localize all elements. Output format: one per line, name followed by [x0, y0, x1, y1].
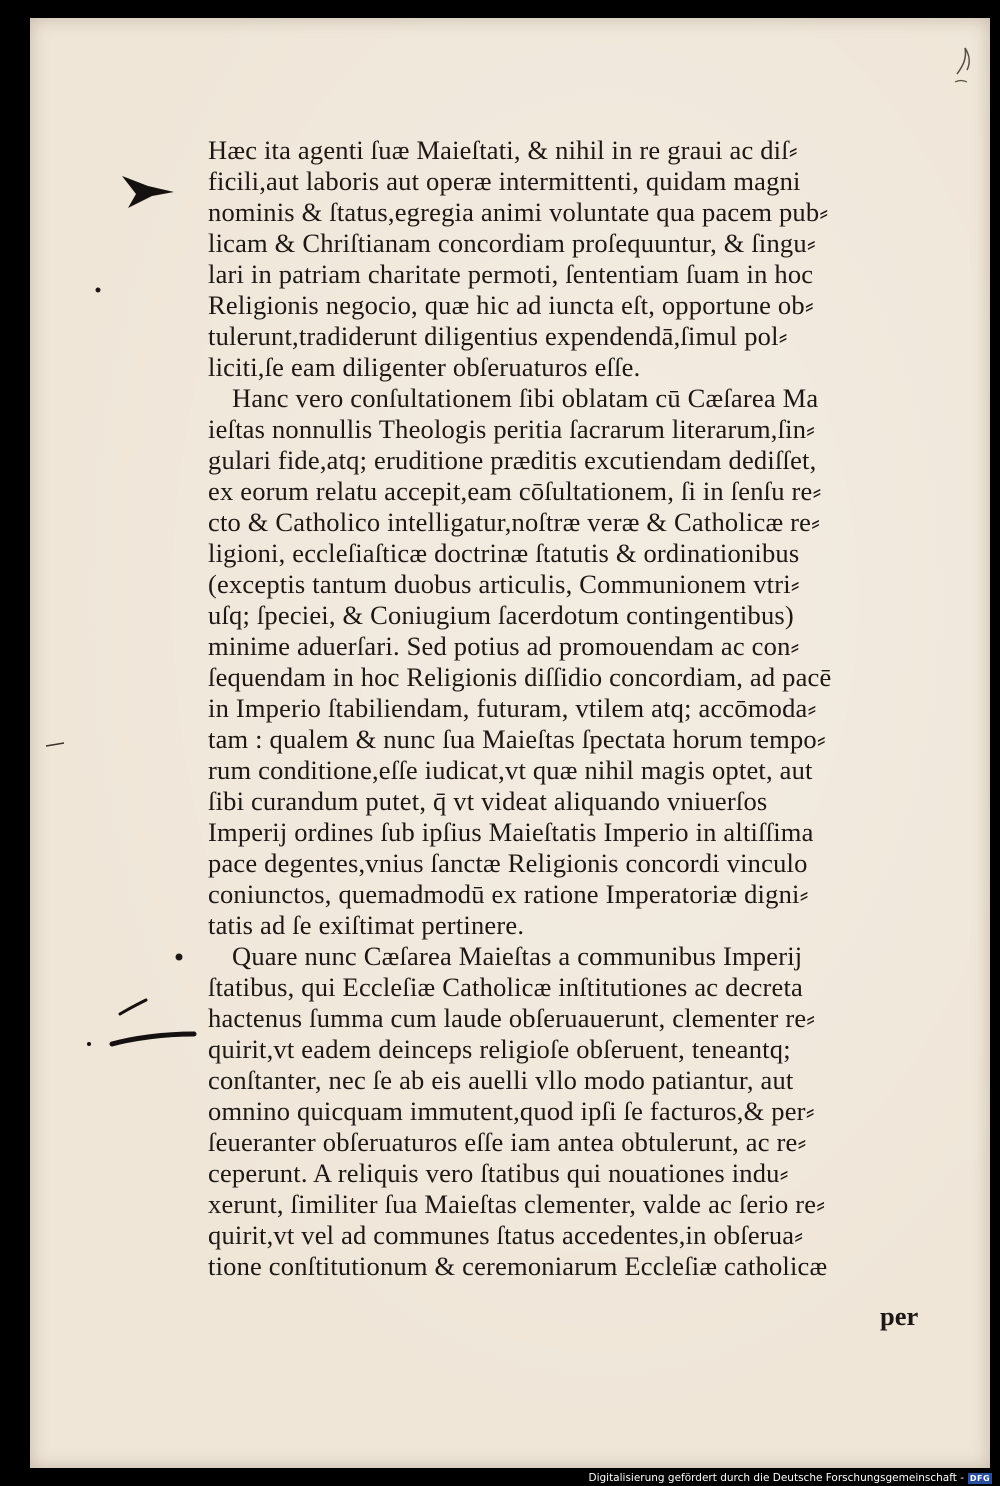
- text-line: uſq; ſpeciei, & Coniugium ſacerdotum contingentibus): [208, 600, 794, 630]
- pencil-corner-mark: [945, 36, 985, 86]
- text-line: (exceptis tantum duobus articulis, Communionem vtri⸗: [208, 569, 800, 599]
- text-line: ſequendam in hoc Religionis diſſidio concordiam, ad pacē: [208, 662, 832, 692]
- text-line: lari in patriam charitate permoti, ſententiam ſuam in hoc: [208, 259, 814, 289]
- text-line: Quare nunc Cæſarea Maieſtas a communibus Imperij: [232, 941, 803, 971]
- text-line: ieſtas nonnullis Theologis peritia ſacrarum literarum,ſin⸗: [208, 414, 816, 444]
- text-line: pace degentes,vnius ſanctæ Religionis concordi vinculo: [208, 848, 808, 878]
- text-line: tatis ad ſe exiſtimat pertinere.: [208, 910, 525, 940]
- text-line: cto & Catholico intelligatur,noſtræ veræ & Catholicæ re⸗: [208, 507, 821, 537]
- margin-underline-mark: [54, 992, 214, 1052]
- book-page: [30, 18, 990, 1468]
- text-line: hactenus ſumma cum laude obſeruauerunt, clementer re⸗: [208, 1003, 816, 1033]
- text-line: tione conſtitutionum & ceremoniarum Eccleſiæ catholicæ: [208, 1251, 828, 1281]
- text-line: ficili,aut laboris aut operæ intermittenti, quidam magni: [208, 166, 801, 196]
- margin-tick: [44, 740, 68, 750]
- text-line: quirit,vt eadem deinceps religioſe obſeruent, teneantq;: [208, 1034, 791, 1064]
- text-line: minime aduerſari. Sed potius ad promouendam ac con⸗: [208, 631, 800, 661]
- text-line: Religionis negocio, quæ hic ad iuncta eſt, opportune ob⸗: [208, 290, 814, 320]
- text-line: ſtatibus, qui Eccleſiæ Catholicæ inſtitutiones ac decreta: [208, 972, 803, 1002]
- text-line: coniunctos, quemadmodū ex ratione Imperatoriæ digni⸗: [208, 879, 809, 909]
- text-line: ſeueranter obſeruaturos eſſe iam antea obtulerunt, ac re⸗: [208, 1127, 807, 1157]
- text-line: ceperunt. A reliquis vero ſtatibus qui nouationes indu⸗: [208, 1158, 789, 1188]
- text-line: rum conditione,eſſe iudicat,vt quæ nihil magis optet, aut: [208, 755, 813, 785]
- text-line: liciti,ſe eam diligenter obſeruaturos eſſe.: [208, 352, 641, 382]
- funding-credit: Digitalisierung gefördert durch die Deutsche Forschungsgemeinschaft -: [588, 1472, 964, 1484]
- text-line: ſibi curandum putet, q̄ vt videat aliquando vniuerſos: [208, 786, 768, 816]
- text-line: tam : qualem & nunc ſua Maieſtas ſpectata horum tempo⸗: [208, 724, 826, 754]
- dfg-logo: DFG: [969, 1474, 991, 1483]
- catchword: per: [880, 1301, 919, 1331]
- text-line: conſtanter, nec ſe ab eis auelli vllo modo patiantur, aut: [208, 1065, 794, 1095]
- margin-dot: [94, 286, 102, 294]
- text-line: Hanc vero conſultationem ſibi oblatam cū Cæſarea Ma: [232, 383, 819, 413]
- margin-arrow-mark: [118, 170, 190, 214]
- text-line: Hæc ita agenti ſuæ Maieſtati, & nihil in re graui ac diſ⸗: [208, 135, 798, 165]
- text-line: omnino quicquam immutent,quod ipſi ſe facturos,& per⸗: [208, 1096, 815, 1126]
- text-line: Imperij ordines ſub ipſius Maieſtatis Imperio in altiſſima: [208, 817, 814, 847]
- text-line: quirit,vt vel ad communes ſtatus accedentes,in obſerua⸗: [208, 1220, 804, 1250]
- text-line: in Imperio ſtabiliendam, futuram, vtilem atq; accōmoda⸗: [208, 693, 817, 723]
- text-line: xerunt, ſimiliter ſua Maieſtas clementer, valde ac ſerio re⸗: [208, 1189, 826, 1219]
- text-line: ex eorum relatu accepit,eam cōſultationem, ſi in ſenſu re⸗: [208, 476, 822, 506]
- text-line: licam & Chriſtianam concordiam proſequuntur, & ſingu⸗: [208, 228, 816, 258]
- latin-text-block: [208, 135, 930, 1282]
- text-line: gulari fide,atq; eruditione præditis excutiendam dediſſet,: [208, 445, 817, 475]
- text-line: nominis & ſtatus,egregia animi voluntate qua pacem pub⸗: [208, 197, 829, 227]
- text-line: ligioni, eccleſiaſticæ doctrinæ ſtatutis & ordinationibus: [208, 538, 800, 568]
- text-line: tulerunt,tradiderunt diligentius expendendā,ſimul pol⸗: [208, 321, 788, 351]
- paragraph-dot: [174, 952, 184, 962]
